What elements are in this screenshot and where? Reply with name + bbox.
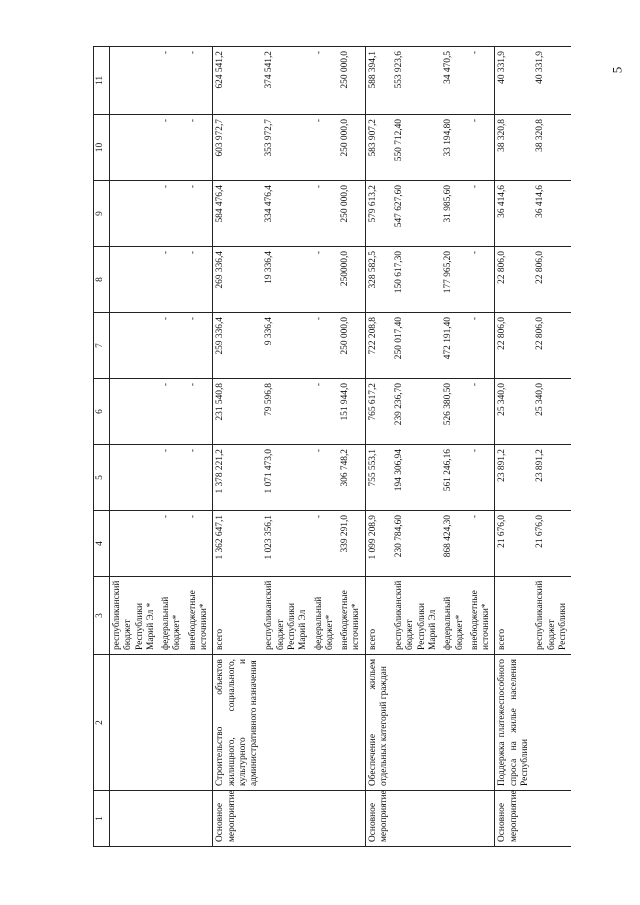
value-cell-col-6: 765 617,2 [365, 379, 392, 445]
value-cell-col-10: 550 712,40 [392, 115, 441, 181]
value-cell-col-7: - [468, 313, 495, 379]
value-cell-col-10: 38 320,8 [533, 115, 571, 181]
value-cell-col-7: 722 208,8 [365, 313, 392, 379]
table-row [110, 47, 160, 847]
activity-type-cell [312, 791, 339, 847]
value-cell-col-7: 22 806,0 [495, 313, 533, 379]
value-cell-col-10: 33 194,80 [441, 115, 468, 181]
activity-name-cell: Обеспечение жильем отдельных категорий граждан [365, 655, 392, 791]
value-cell-col-8: 250000,0 [338, 247, 365, 313]
value-cell-col-6: - [159, 379, 186, 445]
column-header-10: 10 [94, 115, 110, 181]
value-cell-col-4: 230 784,60 [392, 511, 441, 577]
value-cell-col-5: 1 378 221,2 [213, 445, 263, 511]
activity-type-cell [468, 791, 495, 847]
value-cell-col-7: 9 336,4 [262, 313, 311, 379]
value-cell-col-8: 19 336,4 [262, 247, 311, 313]
table-row [468, 47, 495, 847]
value-cell-col-6: - [468, 379, 495, 445]
value-cell-col-10 [110, 115, 160, 181]
value-cell-col-4: 21 676,0 [495, 511, 533, 577]
value-cell-col-6 [110, 379, 160, 445]
funding-source-cell: республиканский бюджет Республики Марий Эл [392, 577, 441, 655]
table-row [495, 47, 533, 847]
activity-type-cell [533, 791, 571, 847]
value-cell-col-5: - [159, 445, 186, 511]
value-cell-col-7: - [312, 313, 339, 379]
funding-source-cell: всего [213, 577, 263, 655]
value-cell-col-9: - [159, 181, 186, 247]
value-cell-col-7: 250 000,0 [338, 313, 365, 379]
budget-table [93, 46, 571, 847]
value-cell-col-11: 40 331,9 [495, 47, 533, 115]
column-header-5: 5 [94, 445, 110, 511]
value-cell-col-11 [110, 47, 160, 115]
table-row [262, 47, 311, 847]
value-cell-col-9: 36 414,6 [533, 181, 571, 247]
value-cell-col-8: - [159, 247, 186, 313]
value-cell-col-4: - [468, 511, 495, 577]
column-header-11: 11 [94, 47, 110, 115]
value-cell-col-9: 579 613,2 [365, 181, 392, 247]
value-cell-col-11: 250 000,0 [338, 47, 365, 115]
column-header-4: 4 [94, 511, 110, 577]
value-cell-col-9: 36 414,6 [495, 181, 533, 247]
value-cell-col-8: - [468, 247, 495, 313]
funding-source-cell: всего [365, 577, 392, 655]
funding-source-cell: республиканский бюджет Республики Марий Эл [262, 577, 311, 655]
activity-name-cell [186, 655, 213, 791]
value-cell-col-8: - [186, 247, 213, 313]
value-cell-col-5: - [468, 445, 495, 511]
value-cell-col-8: 22 806,0 [533, 247, 571, 313]
value-cell-col-4: 868 424,30 [441, 511, 468, 577]
header-row [94, 47, 110, 847]
value-cell-col-11: 40 331,9 [533, 47, 571, 115]
value-cell-col-7: 259 336,4 [213, 313, 263, 379]
value-cell-col-6: 25 340,0 [533, 379, 571, 445]
column-header-8: 8 [94, 247, 110, 313]
value-cell-col-10: 583 907,2 [365, 115, 392, 181]
funding-source-cell: республиканский бюджет Республики Марий Эл * [110, 577, 160, 655]
value-cell-col-4: 1 023 356,1 [262, 511, 311, 577]
value-cell-col-4: 339 291,0 [338, 511, 365, 577]
value-cell-col-6: 231 540,8 [213, 379, 263, 445]
value-cell-col-5: 1 071 473,0 [262, 445, 311, 511]
value-cell-col-5: 23 891,2 [495, 445, 533, 511]
value-cell-col-6: 239 236,70 [392, 379, 441, 445]
activity-type-cell [392, 791, 441, 847]
value-cell-col-10: - [186, 115, 213, 181]
value-cell-col-8: - [312, 247, 339, 313]
activity-type-cell [110, 791, 160, 847]
funding-source-cell: республиканский бюджет Республики [533, 577, 571, 655]
value-cell-col-8: 22 806,0 [495, 247, 533, 313]
activity-type-cell: Основное мероприятие [365, 791, 392, 847]
funding-source-cell: федеральный бюджет* [312, 577, 339, 655]
activity-type-cell [159, 791, 186, 847]
table-row [312, 47, 339, 847]
value-cell-col-5: - [186, 445, 213, 511]
value-cell-col-9: 547 627,60 [392, 181, 441, 247]
value-cell-col-11: 374 541,2 [262, 47, 311, 115]
value-cell-col-7: 472 191,40 [441, 313, 468, 379]
value-cell-col-7: - [159, 313, 186, 379]
value-cell-col-9: 334 476,4 [262, 181, 311, 247]
activity-name-cell [441, 655, 468, 791]
value-cell-col-11: 624 541,2 [213, 47, 263, 115]
activity-name-cell: Поддержка платежеспособного спроса на жилье населения Республики [495, 655, 533, 791]
value-cell-col-8: 177 965,20 [441, 247, 468, 313]
value-cell-col-11: 588 394,1 [365, 47, 392, 115]
activity-type-cell: Основное мероприятие [213, 791, 263, 847]
activity-type-cell [441, 791, 468, 847]
value-cell-col-7: 250 017,40 [392, 313, 441, 379]
table-row [533, 47, 571, 847]
value-cell-col-7 [110, 313, 160, 379]
value-cell-col-11: - [159, 47, 186, 115]
value-cell-col-7: 22 806,0 [533, 313, 571, 379]
value-cell-col-9: - [468, 181, 495, 247]
value-cell-col-10: 353 972,7 [262, 115, 311, 181]
column-header-9: 9 [94, 181, 110, 247]
value-cell-col-5: 194 306,94 [392, 445, 441, 511]
funding-source-cell: внебюджетные источники* [468, 577, 495, 655]
activity-name-cell [338, 655, 365, 791]
activity-type-cell: Основное мероприятие [495, 791, 533, 847]
value-cell-col-5: 23 891,2 [533, 445, 571, 511]
value-cell-col-4: - [186, 511, 213, 577]
value-cell-col-10: 38 320,8 [495, 115, 533, 181]
value-cell-col-5 [110, 445, 160, 511]
funding-source-cell: внебюджетные источники* [338, 577, 365, 655]
value-cell-col-4: - [159, 511, 186, 577]
value-cell-col-8: 269 336,4 [213, 247, 263, 313]
value-cell-col-11: 553 923,6 [392, 47, 441, 115]
value-cell-col-4 [110, 511, 160, 577]
activity-type-cell [262, 791, 311, 847]
activity-name-cell [533, 655, 571, 791]
value-cell-col-10: - [159, 115, 186, 181]
table-row [365, 47, 392, 847]
value-cell-col-4: 21 676,0 [533, 511, 571, 577]
table-row [441, 47, 468, 847]
value-cell-col-4: 1 099 208,9 [365, 511, 392, 577]
value-cell-col-9: 31 985,60 [441, 181, 468, 247]
value-cell-col-8: 328 582,5 [365, 247, 392, 313]
value-cell-col-9: 584 476,4 [213, 181, 263, 247]
table-row [186, 47, 213, 847]
value-cell-col-6: 526 380,50 [441, 379, 468, 445]
table-row [213, 47, 263, 847]
value-cell-col-10: 603 972,7 [213, 115, 263, 181]
funding-source-cell: федеральный бюджет* [441, 577, 468, 655]
activity-name-cell [392, 655, 441, 791]
value-cell-col-9: 250 000,0 [338, 181, 365, 247]
value-cell-col-5: 306 748,2 [338, 445, 365, 511]
value-cell-col-10: - [312, 115, 339, 181]
value-cell-col-11: - [468, 47, 495, 115]
column-header-1: 1 [94, 791, 110, 847]
value-cell-col-9: - [312, 181, 339, 247]
value-cell-col-5: 561 246,16 [441, 445, 468, 511]
value-cell-col-11: - [186, 47, 213, 115]
value-cell-col-10: - [468, 115, 495, 181]
table-body [110, 47, 572, 847]
value-cell-col-9 [110, 181, 160, 247]
value-cell-col-6: - [186, 379, 213, 445]
activity-name-cell [312, 655, 339, 791]
value-cell-col-4: - [312, 511, 339, 577]
value-cell-col-7: - [186, 313, 213, 379]
activity-name-cell [262, 655, 311, 791]
activity-type-cell [338, 791, 365, 847]
value-cell-col-8 [110, 247, 160, 313]
activity-type-cell [186, 791, 213, 847]
value-cell-col-6: 151 944,0 [338, 379, 365, 445]
column-header-2: 2 [94, 655, 110, 791]
value-cell-col-4: 1 362 647,1 [213, 511, 263, 577]
table-row [159, 47, 186, 847]
value-cell-col-11: 34 470,5 [441, 47, 468, 115]
table-row [392, 47, 441, 847]
column-header-7: 7 [94, 313, 110, 379]
value-cell-col-6: - [312, 379, 339, 445]
value-cell-col-11: - [312, 47, 339, 115]
table-row [338, 47, 365, 847]
value-cell-col-5: - [312, 445, 339, 511]
activity-name-cell [468, 655, 495, 791]
activity-name-cell [110, 655, 160, 791]
column-header-6: 6 [94, 379, 110, 445]
value-cell-col-9: - [186, 181, 213, 247]
activity-name-cell [159, 655, 186, 791]
funding-source-cell: федеральный бюджет* [159, 577, 186, 655]
funding-source-cell: всего [495, 577, 533, 655]
value-cell-col-6: 79 596,8 [262, 379, 311, 445]
rotated-table-container [93, 47, 633, 847]
value-cell-col-10: 250 000,0 [338, 115, 365, 181]
activity-name-cell: Строительство объектов жилищного, социального, культурного и административного назначения [213, 655, 263, 791]
value-cell-col-6: 25 340,0 [495, 379, 533, 445]
value-cell-col-5: 755 553,1 [365, 445, 392, 511]
value-cell-col-8: 150 617,30 [392, 247, 441, 313]
funding-source-cell: внебюджетные источники* [186, 577, 213, 655]
column-header-3: 3 [94, 577, 110, 655]
page-number: 5 [609, 66, 625, 74]
